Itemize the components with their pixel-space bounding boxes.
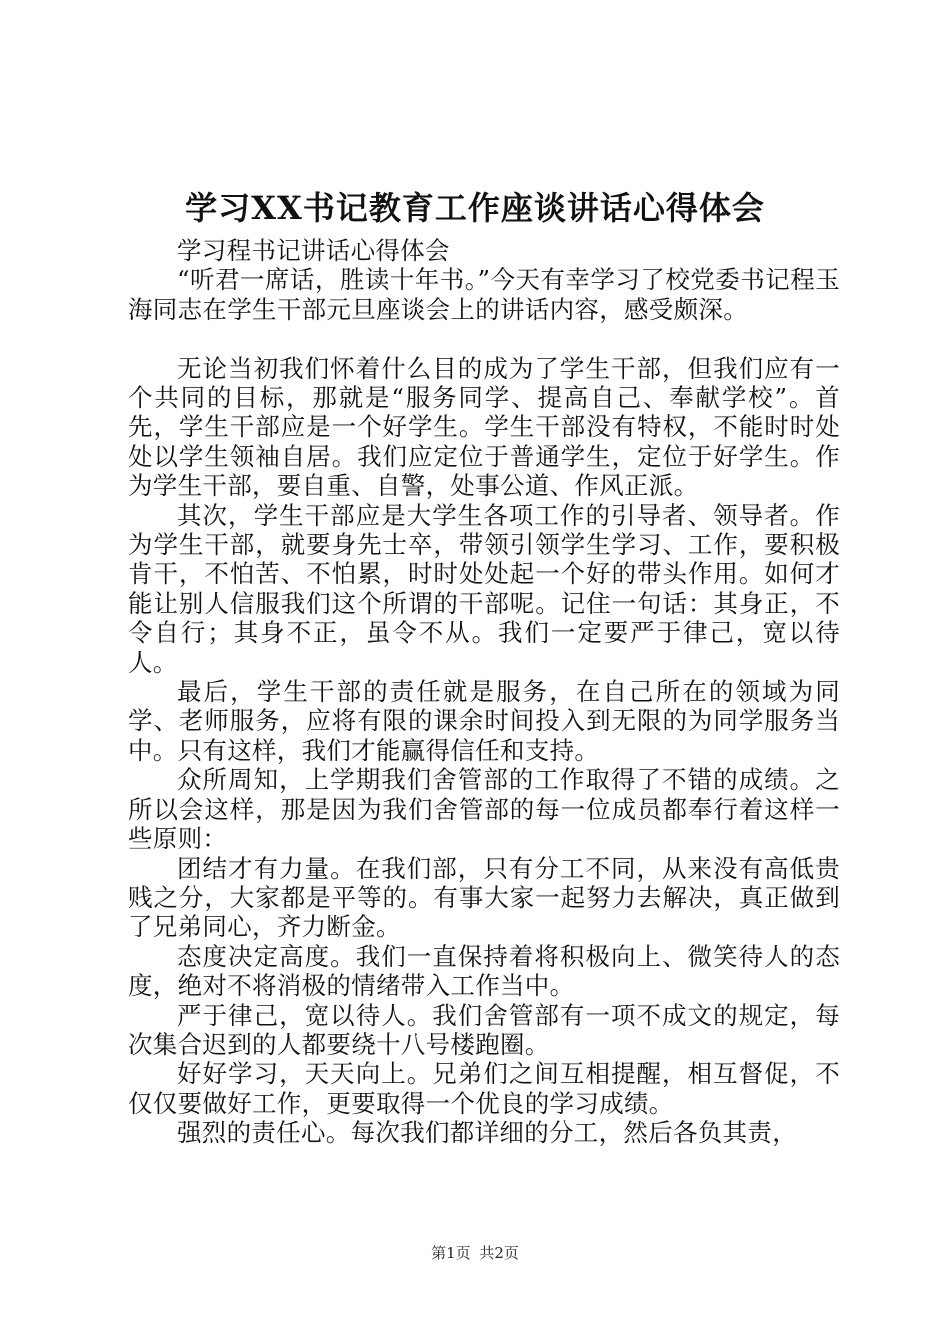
document-body [128,236,840,1148]
paragraph: 众所周知，上学期我们舍管部的工作取得了不错的成绩。之所以会这样，那是因为我们舍管部的每一位成员都奉行着这样一些原则： [128,765,840,854]
paragraph: 好好学习，天天向上。兄弟们之间互相提醒，相互督促，不仅仅要做好工作，更要取得一个优良的学习成绩。 [128,1059,840,1118]
paragraph: 最后，学生干部的责任就是服务，在自己所在的领域为同学、老师服务，应将有限的课余时间投入到无限的为同学服务当中。只有这样，我们才能赢得信任和支持。 [128,677,840,765]
page-number: 第1页 [431,1244,471,1262]
page-footer [0,1242,950,1263]
blank-line [128,324,840,353]
paragraph: 团结才有力量。在我们部，只有分工不同，从来没有高低贵贱之分，大家都是平等的。有事大家一起努力去解决，真正做到了兄弟同心，齐力断金。 [128,853,840,942]
document-subtitle: 学习程书记讲话心得体会 [177,236,450,265]
paragraph: “听君一席话，胜读十年书。”今天有幸学习了校党委书记程玉海同志在学生干部元旦座谈会上的讲话内容，感受颇深。 [128,265,840,324]
paragraph: 严于律己，宽以待人。我们舍管部有一项不成文的规定，每次集合迟到的人都要绕十八号楼跑圈。 [128,1000,840,1059]
paragraph: 其次，学生干部应是大学生各项工作的引导者、领导者。作为学生干部，就要身先士卒，带领引领学生学习、工作，要积极肯干，不怕苦、不怕累，时时处处起一个好的带头作用。如何才能让别人信服我们这个所谓的干部呢。记住一句话：其身正，不令自行；其身不正，虽令不从。我们一定要严于律己，宽以待人。 [128,500,840,677]
paragraph: 态度决定高度。我们一直保持着将积极向上、微笑待人的态度，绝对不将消极的情绪带入工作当中。 [128,941,840,1001]
page-total: 共2页 [479,1244,519,1262]
document-title: 学习XX书记教育工作座谈讲话心得体会 [185,189,765,227]
paragraph: 强烈的责任心。每次我们都详细的分工，然后各负其责， [177,1118,797,1148]
paragraph: 无论当初我们怀着什么目的成为了学生干部，但我们应有一个共同的目标，那就是“服务同学、提高自己、奉献学校”。首先，学生干部应是一个好学生。学生干部没有特权，不能时时处处以学生领袖自居。我们应定位于普通学生，定位于好学生。作为学生干部，要自重、自警，处事公道、作风正派。 [128,353,840,501]
